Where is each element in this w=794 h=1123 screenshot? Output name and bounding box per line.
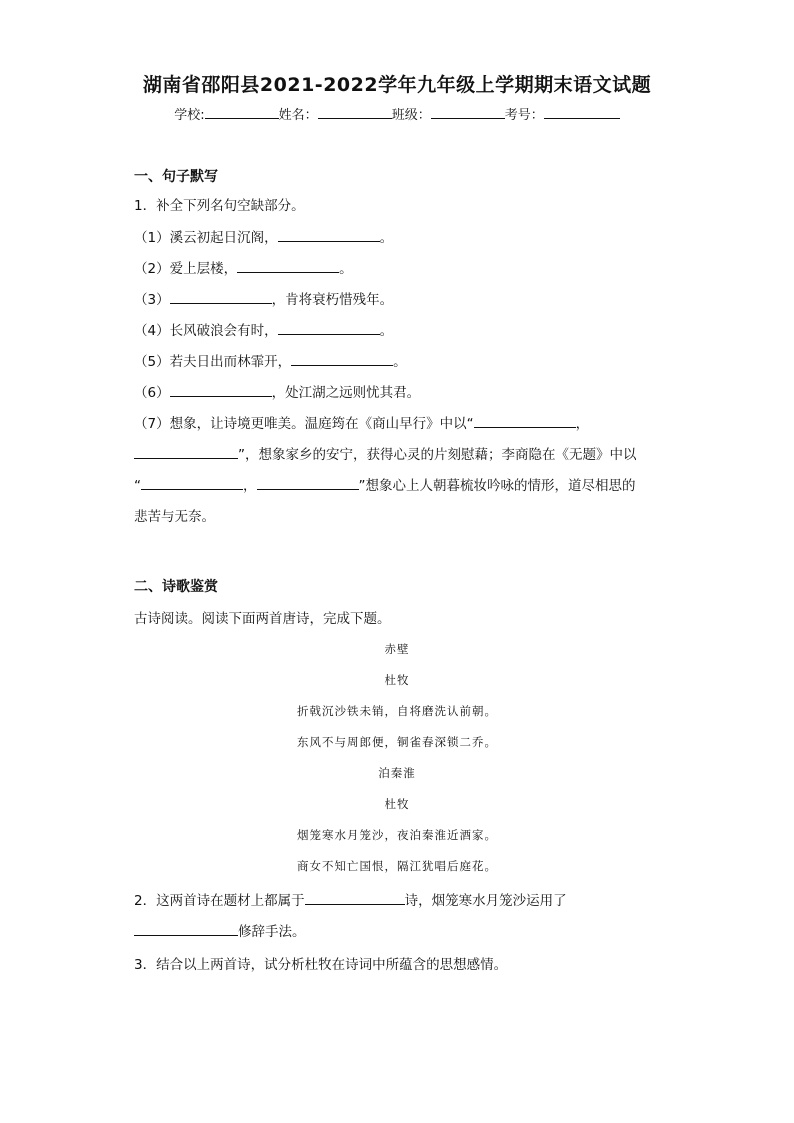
q1-item-7-blank-4[interactable] <box>257 475 359 490</box>
q1-item-1-text: （1）溪云初起日沉阁， <box>134 230 278 246</box>
page-title: 湖南省邵阳县2021-2022学年九年级上学期期末语文试题 <box>142 74 652 96</box>
section2-intro: 古诗阅读。阅读下面两首唐诗，完成下题。 <box>134 611 391 627</box>
q1-item-2-blank[interactable] <box>237 258 339 273</box>
q1-item-7-blank-3[interactable] <box>141 475 243 490</box>
q2-line-2 <box>134 920 306 940</box>
q1-item-7-line4: 悲苦与无奈。 <box>134 509 215 525</box>
q1-item-2 <box>134 257 353 277</box>
q1-item-3-blank[interactable] <box>170 289 272 304</box>
name-label: 姓名： <box>278 108 318 123</box>
q1-item-7-quote: “ <box>134 478 141 494</box>
class-blank[interactable] <box>431 104 505 119</box>
q1-item-3-end: ，肯将衰朽惜残年。 <box>271 292 394 308</box>
section1-heading: 一、句子默写 <box>134 169 218 185</box>
name-blank[interactable] <box>318 104 392 119</box>
q1-item-5-end: 。 <box>393 354 407 370</box>
q2-line-1 <box>134 889 567 909</box>
q1-item-6-blank[interactable] <box>170 382 272 397</box>
q3-question: 3．结合以上两首诗，试分析杜牧在诗词中所蕴含的思想感情。 <box>134 957 508 973</box>
q1-item-1-end: 。 <box>379 230 394 246</box>
poem2-line-1: 烟笼寒水月笼沙，夜泊秦淮近酒家。 <box>297 828 497 842</box>
q1-item-7-line2 <box>134 443 637 463</box>
poem1-line-2: 东风不与周郎便，铜雀春深锁二乔。 <box>297 735 497 749</box>
q1-item-5 <box>134 350 407 370</box>
poem2-title: 泊秦淮 <box>378 766 416 780</box>
q1-item-6 <box>134 381 420 401</box>
q1-item-7-text-3: ”想象心上人朝暮梳妆吟咏的情形，道尽相思的 <box>358 478 636 494</box>
q1-item-7-blank-2[interactable] <box>134 444 238 459</box>
poem1-title: 赤壁 <box>384 642 410 656</box>
poem2-line-2: 商女不知亡国恨，隔江犹唱后庭花。 <box>297 859 497 873</box>
q2-blank-1[interactable] <box>305 890 405 905</box>
class-label: 班级： <box>391 108 431 123</box>
q1-item-7-text: （7）想象，让诗境更唯美。温庭筠在《商山早行》中以“ <box>134 416 474 432</box>
q2-text: 2．这两首诗在题材上都属于 <box>134 893 305 909</box>
q1-item-7-comma: ， <box>575 416 590 432</box>
q1-item-3-text: （3） <box>134 292 170 308</box>
q1-item-3 <box>134 288 393 308</box>
number-label: 考号： <box>504 108 544 123</box>
q1-item-7-blank-1[interactable] <box>474 413 576 428</box>
school-blank[interactable] <box>205 104 279 119</box>
q1-item-7-comma-2: ， <box>243 478 257 494</box>
q1-item-1 <box>134 226 393 246</box>
q1-item-1-blank[interactable] <box>278 227 380 242</box>
q1-item-5-text: （5）若夫日出而林霏开， <box>134 354 292 370</box>
section2-heading: 二、诗歌鉴赏 <box>134 579 218 595</box>
q1-item-4 <box>134 319 393 339</box>
q1-item-4-end: 。 <box>379 323 394 339</box>
poem1-author: 杜牧 <box>384 673 410 687</box>
q1-item-4-text: （4）长风破浪会有时， <box>134 323 278 339</box>
q1-intro: 1．补全下列名句空缺部分。 <box>134 198 305 214</box>
number-blank[interactable] <box>544 104 620 119</box>
q1-item-7-text-2: ”，想象家乡的安宁，获得心灵的片刻慰藉；李商隐在《无题》中以 <box>238 447 637 463</box>
q1-item-4-blank[interactable] <box>278 320 380 335</box>
q1-item-6-end: ，处江湖之远则忧其君。 <box>271 385 421 401</box>
q2-text-2: 诗，烟笼寒水月笼沙运用了 <box>404 893 567 909</box>
q1-item-7-line3 <box>134 474 636 494</box>
q2-blank-2[interactable] <box>134 921 238 936</box>
q2-text-3: 修辞手法。 <box>238 924 306 940</box>
q1-item-2-text: （2）爱上层楼， <box>134 261 238 277</box>
q1-item-2-end: 。 <box>339 261 353 277</box>
q1-item-7-line1 <box>134 412 589 432</box>
student-info-line <box>0 104 794 123</box>
q1-item-5-blank[interactable] <box>291 351 393 366</box>
poem2-author: 杜牧 <box>384 797 410 811</box>
q1-item-6-text: （6） <box>134 385 170 401</box>
school-label: 学校: <box>174 108 205 123</box>
poem1-line-1: 折戟沉沙铁未销，自将磨洗认前朝。 <box>297 704 497 718</box>
